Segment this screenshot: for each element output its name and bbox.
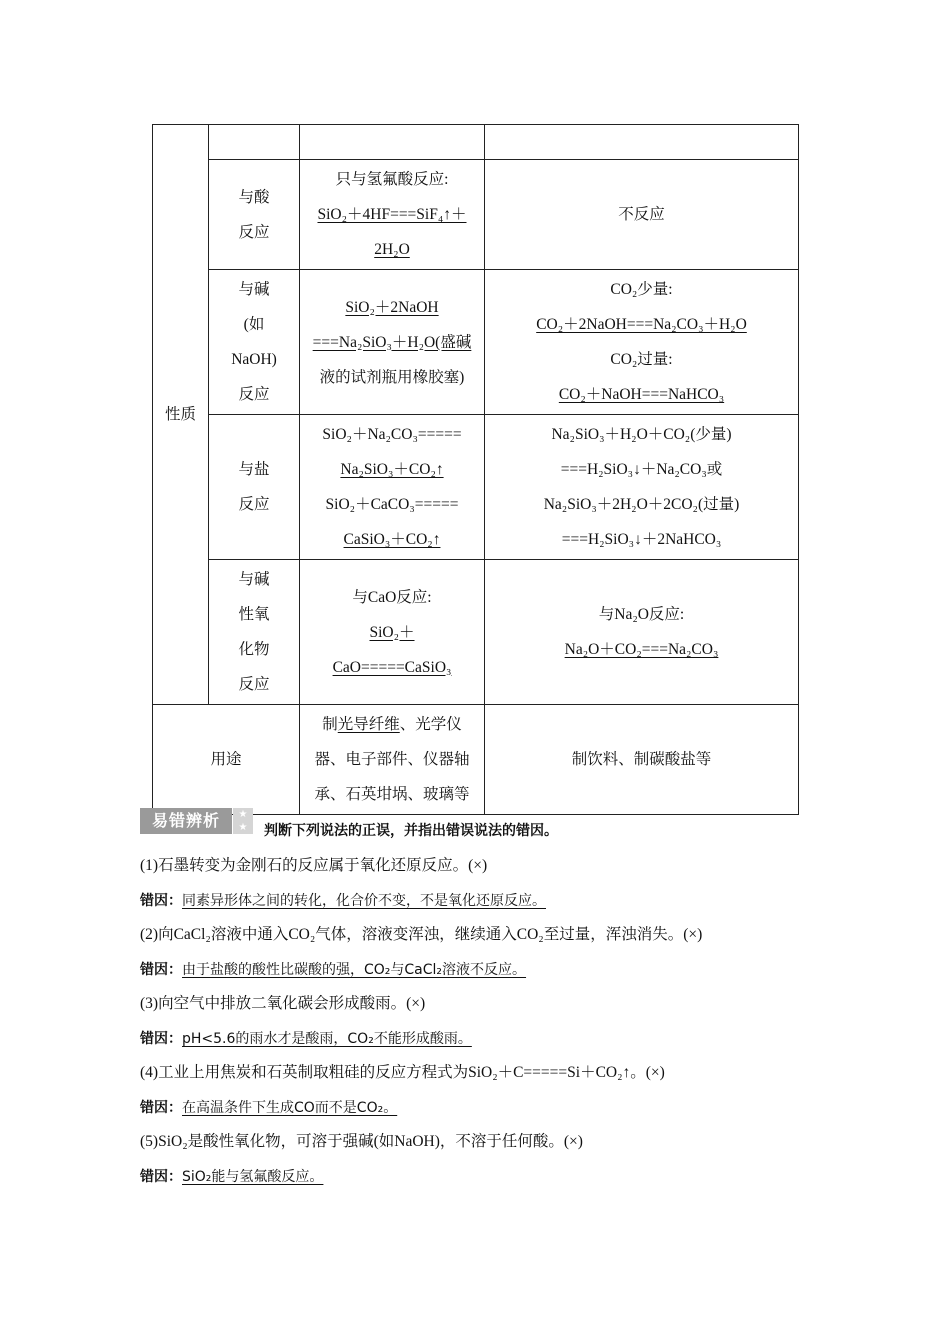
question-item: (5)SiO₂是酸性氧化物，可溶于强碱(如NaOH)，不溶于任何酸。(×) bbox=[140, 1133, 583, 1150]
cell-line: CO₂少量: bbox=[610, 281, 673, 298]
row-name-line: 反应 bbox=[238, 496, 270, 513]
row-name-line: 与碱 bbox=[238, 571, 270, 588]
star-icon: ★ ★ bbox=[233, 808, 253, 834]
co2-usage-cell bbox=[485, 705, 799, 815]
co2-cell bbox=[485, 415, 799, 560]
cell-line: ===H₂SiO₃↓＋Na₂CO₃或 bbox=[560, 461, 723, 478]
properties-table bbox=[152, 124, 799, 815]
reason-text: SiO₂能与氢氟酸反应。 bbox=[182, 1169, 324, 1185]
cell-line: Na₂SiO₃＋H₂O＋CO₂(少量) bbox=[551, 426, 732, 443]
table-cell bbox=[300, 125, 485, 160]
table-row bbox=[153, 125, 799, 160]
equation-line: CO₂＋NaOH===NaHCO₃ bbox=[558, 386, 725, 403]
cell-line: 制饮料、制碳酸盐等 bbox=[571, 751, 712, 768]
section-instruction: 判断下列说法的正误，并指出错误说法的错因。 bbox=[264, 823, 558, 839]
equation-line: CO₂＋2NaOH===Na₂CO₃＋H₂O bbox=[536, 316, 747, 333]
error-reason bbox=[140, 1098, 820, 1118]
row-name-line: 化物 bbox=[238, 641, 270, 658]
cell-line: 液的试剂瓶用橡胶塞) bbox=[319, 368, 465, 386]
row-name-cell bbox=[209, 270, 300, 415]
sio2-cell bbox=[300, 560, 485, 705]
equation-line: ===Na₂SiO₃＋H₂O(盛碱 bbox=[312, 333, 472, 351]
cell-line: 与CaO反应: bbox=[352, 588, 432, 606]
row-name-line: NaOH) bbox=[231, 351, 277, 368]
question-item: (3)向空气中排放二氧化碳会形成酸雨。(×) bbox=[140, 995, 426, 1012]
reason-label: 错因： bbox=[140, 893, 182, 909]
equation-line: SiO₂＋4HF===SiF₄↑＋ bbox=[317, 206, 467, 223]
reason-text: pH<5.6的雨水才是酸雨，CO₂不能形成酸雨。 bbox=[182, 1031, 472, 1047]
table-row-base bbox=[153, 270, 799, 415]
co2-cell bbox=[485, 160, 799, 270]
cell-line: ===H₂SiO₃↓＋2NaHCO₃ bbox=[561, 531, 722, 548]
reason-text: 由于盐酸的酸性比碳酸的强，CO₂与CaCl₂溶液不反应。 bbox=[182, 962, 527, 978]
equation-line: Na₂O＋CO₂===Na₂CO₃ bbox=[564, 641, 719, 658]
row-name-cell bbox=[209, 160, 300, 270]
question-item: (2)向CaCl₂溶液中通入CO₂气体，溶液变浑浊，继续通入CO₂至过量，浑浊消失。(×) bbox=[140, 926, 703, 943]
reason-text: 同素异形体之间的转化，化合价不变，不是氧化还原反应。 bbox=[182, 893, 546, 909]
cell-line: SiO₂＋CaCO₃===== bbox=[325, 496, 459, 513]
cell-line: 器、电子部件、仪器轴 bbox=[314, 751, 470, 768]
cell-line: 不反应 bbox=[618, 206, 665, 223]
sio2-cell bbox=[300, 270, 485, 415]
table-row-basic-oxide bbox=[153, 560, 799, 705]
reason-label: 错因： bbox=[140, 962, 182, 978]
reason-label: 错因： bbox=[140, 1031, 182, 1047]
usage-label-cell bbox=[153, 705, 300, 815]
equation-line: CaSiO₃＋CO₂↑ bbox=[343, 531, 441, 548]
row-name-line: 与碱 bbox=[238, 281, 270, 298]
cell-line bbox=[306, 707, 478, 742]
error-reason bbox=[140, 891, 820, 911]
row-name-line: 反应 bbox=[238, 223, 270, 241]
row-name-line: 反应 bbox=[238, 676, 270, 693]
table-row-acid bbox=[153, 160, 799, 270]
row-name-line: (如 bbox=[243, 316, 265, 333]
property-label: 性质 bbox=[164, 406, 196, 423]
cell-line: 与Na₂O反应: bbox=[598, 606, 685, 623]
reason-text: 在高温条件下生成CO而不是CO₂。 bbox=[182, 1100, 398, 1116]
table-cell bbox=[209, 125, 300, 160]
cell-line: 只与氢氟酸反应: bbox=[335, 171, 449, 188]
equation-line: SiO₂＋2NaOH bbox=[345, 298, 439, 316]
error-reason bbox=[140, 1029, 820, 1049]
cell-line: 承、石英坩埚、玻璃等 bbox=[314, 786, 470, 803]
usage-label: 用途 bbox=[210, 751, 242, 768]
row-name-cell bbox=[209, 560, 300, 705]
usage-suffix: 、光学仪 bbox=[399, 716, 462, 733]
error-reason bbox=[140, 960, 820, 980]
cell-line: Na₂SiO₃＋2H₂O＋2CO₂(过量) bbox=[543, 496, 740, 513]
co2-cell bbox=[485, 560, 799, 705]
section-tag: 易错辨析 bbox=[140, 808, 232, 834]
sio2-usage-cell bbox=[300, 705, 485, 815]
sio2-cell bbox=[300, 415, 485, 560]
equation-line: 2H₂O bbox=[374, 241, 410, 258]
equation-line: SiO₂＋ bbox=[369, 623, 415, 641]
table-row-salt bbox=[153, 415, 799, 560]
row-name-line: 性氧 bbox=[238, 606, 270, 623]
table-row-usage bbox=[153, 705, 799, 815]
question-item: (4)工业上用焦炭和石英制取粗硅的反应方程式为SiO₂＋C=====Si＋CO₂↑。(×) bbox=[140, 1064, 665, 1081]
row-name-cell bbox=[209, 415, 300, 560]
equation-line: CaO=====CaSiO₃ bbox=[332, 658, 452, 676]
section-header bbox=[140, 808, 820, 842]
usage-prefix: 制 bbox=[322, 716, 338, 733]
co2-cell bbox=[485, 270, 799, 415]
sio2-cell bbox=[300, 160, 485, 270]
usage-underlined: 光导纤维 bbox=[337, 716, 400, 733]
row-name-line: 与盐 bbox=[238, 461, 270, 478]
cell-line: SiO₂＋Na₂CO₃===== bbox=[322, 426, 462, 443]
equation-line: Na₂SiO₃＋CO₂↑ bbox=[340, 461, 444, 478]
cell-line: CO₂过量: bbox=[610, 351, 673, 368]
question-item: (1)石墨转变为金刚石的反应属于氧化还原反应。(×) bbox=[140, 857, 488, 874]
row-name-line: 与酸 bbox=[238, 188, 270, 206]
reason-label: 错因： bbox=[140, 1100, 182, 1116]
property-label-cell bbox=[153, 125, 209, 705]
error-reason bbox=[140, 1167, 820, 1187]
reason-label: 错因： bbox=[140, 1169, 182, 1185]
table-cell bbox=[485, 125, 799, 160]
row-name-line: 反应 bbox=[238, 386, 270, 403]
errors-section bbox=[140, 808, 820, 1187]
